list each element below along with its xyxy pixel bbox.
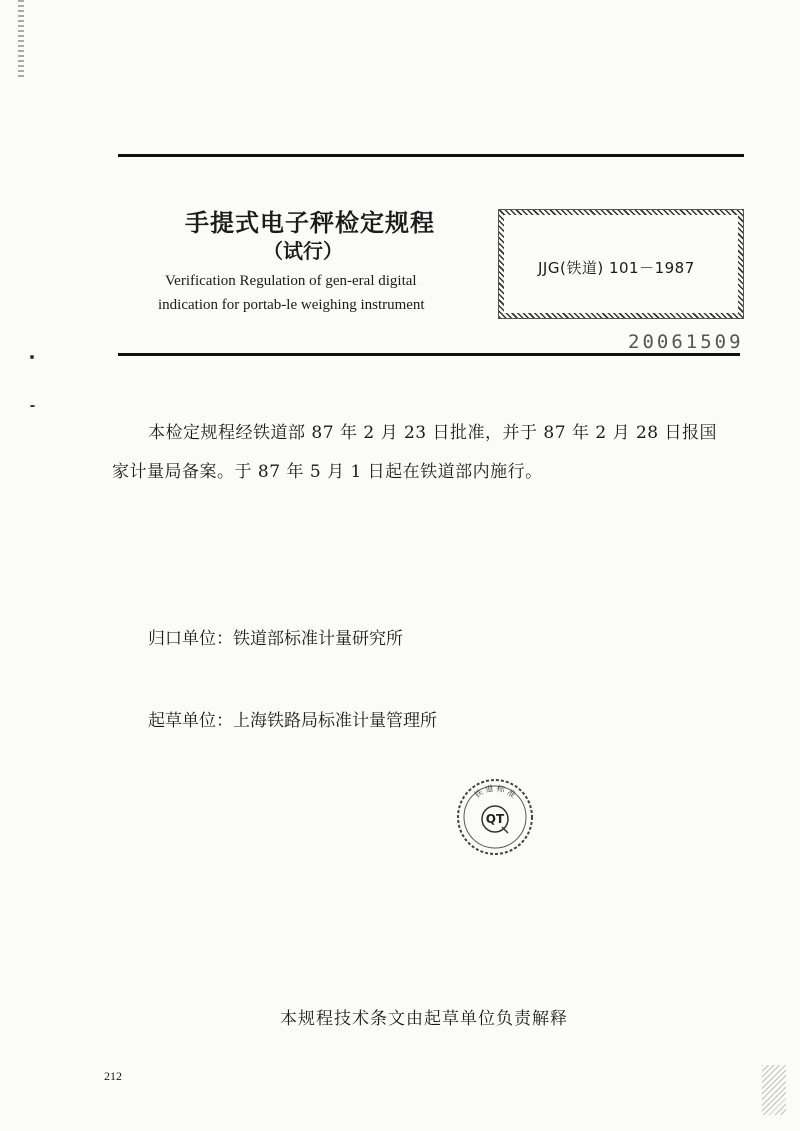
scan-artifact-left [18, 0, 24, 80]
header-top-rule [118, 154, 744, 157]
stamp-center-text: QT [485, 812, 505, 826]
scan-artifact-corner [762, 1065, 786, 1115]
english-title-line-2: indication for portab-le weighing instrument [158, 297, 425, 313]
scan-speck [30, 405, 35, 407]
standard-number: JJG(铁道) 101－1987 [538, 259, 695, 277]
drafting-unit: 起草单位：上海铁路局标准计量管理所 [148, 711, 437, 731]
approval-paragraph-line-1: 本检定规程经铁道部 87 年 2 月 23 日批准，并于 87 年 2 月 28 日报国 [148, 423, 718, 443]
header-bottom-rule [118, 353, 740, 356]
scan-speck [30, 355, 34, 359]
footer-note: 本规程技术条文由起草单位负责解释 [280, 1009, 568, 1029]
seal-stamp-icon [455, 777, 535, 857]
approval-paragraph-line-2: 家计量局备案。于 87 年 5 月 1 日起在铁道部内施行。 [112, 462, 543, 482]
serial-number-stamp: 20061509 [628, 331, 744, 353]
responsible-unit: 归口单位：铁道部标准计量研究所 [148, 629, 403, 649]
page-number: 212 [104, 1069, 122, 1083]
document-subtitle: （试行） [263, 239, 343, 263]
english-title-line-1: Verification Regulation of gen-eral digital [165, 273, 417, 289]
document-title: 手提式电子秤检定规程 [185, 208, 435, 237]
stamp-ring-text: 铁 道 标 准 [472, 783, 518, 800]
